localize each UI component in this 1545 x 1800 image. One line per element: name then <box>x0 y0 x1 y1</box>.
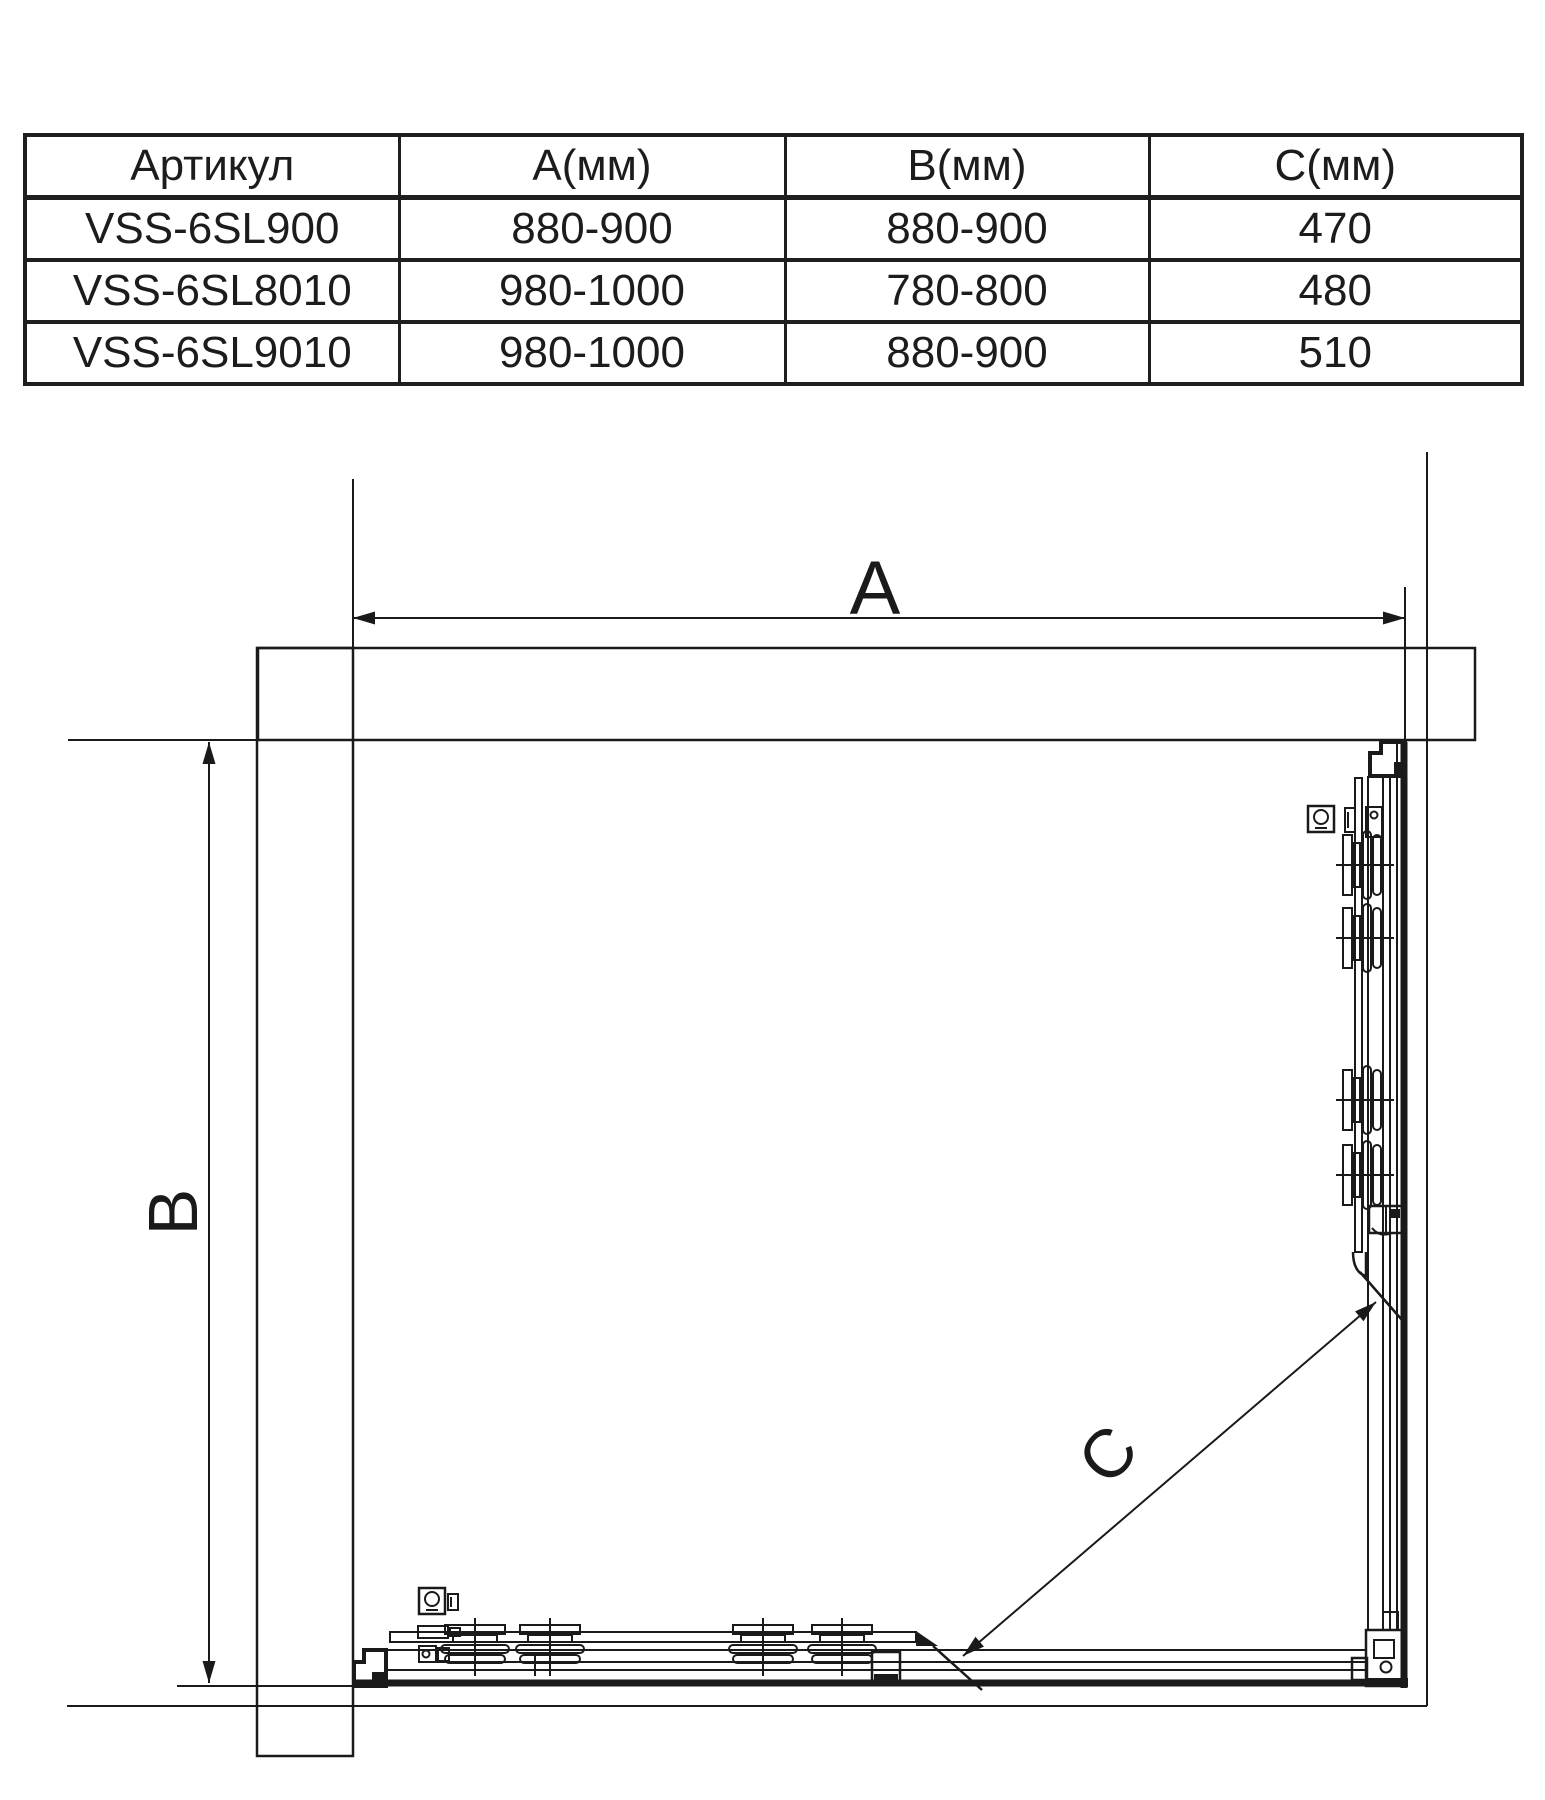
column-header-c-mm: С(мм) <box>1149 135 1522 198</box>
dimension-b <box>68 740 353 1686</box>
roller-icon <box>441 1618 509 1676</box>
dimension-c <box>959 1297 1380 1661</box>
glass-clamp-bottom <box>872 1652 900 1682</box>
corner-profile-top-right <box>1370 742 1405 776</box>
dimension-label-a: A <box>849 546 901 631</box>
cell-a: 880-900 <box>399 198 785 261</box>
column-header-b-mm: В(мм) <box>785 135 1149 198</box>
cell-b: 880-900 <box>785 322 1149 384</box>
arrowhead-right-icon <box>1383 612 1405 625</box>
cell-article: VSS-6SL8010 <box>25 260 399 322</box>
cell-a: 980-1000 <box>399 260 785 322</box>
roller-icon <box>729 1618 797 1676</box>
cell-c: 480 <box>1149 260 1522 322</box>
top-wall-band <box>258 648 1475 740</box>
cell-c: 510 <box>1298 328 1372 377</box>
arrowhead-left-icon <box>353 612 375 625</box>
dimension-label-b: B <box>134 1188 212 1236</box>
outer-wall-lines <box>67 452 1427 1706</box>
column-header-a-mm: А(мм) <box>399 135 785 198</box>
dimension-a <box>353 479 1405 740</box>
bracket-icon <box>1308 806 1334 832</box>
dimension-label-c: C <box>1063 1410 1153 1499</box>
cell-article: VSS-6SL9010 <box>25 322 399 384</box>
roller-icon <box>516 1618 584 1676</box>
arrowhead-down-icon <box>203 1661 216 1683</box>
left-wall-band <box>257 648 353 1756</box>
roller-icon <box>1336 904 1394 972</box>
column-header-article: Артикул <box>25 135 399 198</box>
cell-b: 880-900 <box>785 198 1149 261</box>
arrowhead-up-icon <box>203 742 216 764</box>
panel-end-tip <box>916 1631 938 1646</box>
cell-c: 470 <box>1149 198 1522 261</box>
roller-assemblies-bottom <box>441 1618 876 1676</box>
roller-icon <box>1336 1141 1394 1209</box>
roller-assemblies-right <box>1336 831 1394 1209</box>
cell-b: 780-800 <box>785 260 1149 322</box>
cell-article: VSS-6SL900 <box>25 198 399 261</box>
bracket-icon <box>419 1588 445 1614</box>
roller-icon <box>1336 1066 1394 1134</box>
roller-icon <box>808 1618 876 1676</box>
dim-c-line <box>963 1302 1376 1656</box>
panel-end-hook <box>1353 1252 1366 1276</box>
cell-a: 980-1000 <box>399 322 785 384</box>
roller-icon <box>1336 831 1394 899</box>
